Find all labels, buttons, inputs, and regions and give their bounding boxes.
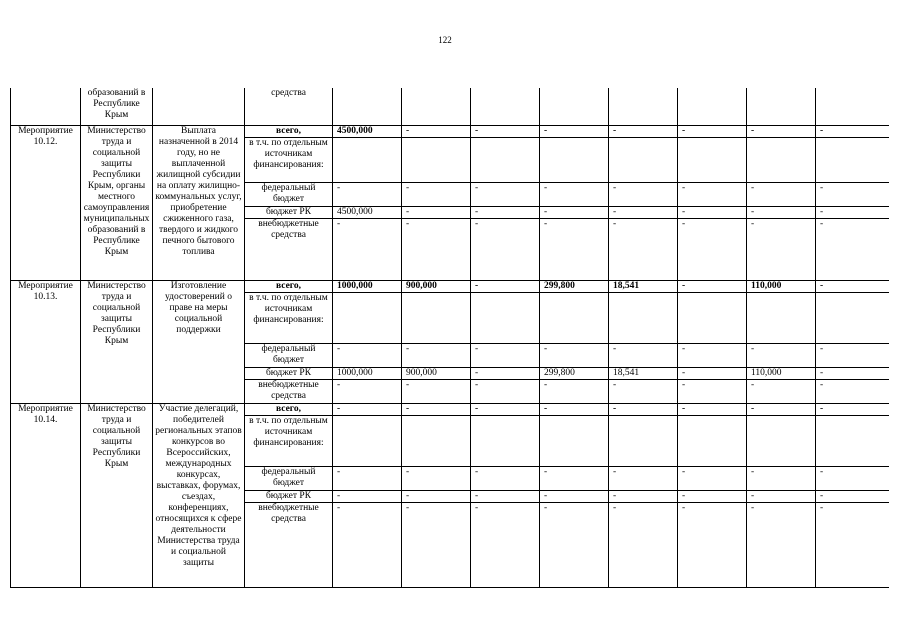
value-cell: - <box>747 379 816 403</box>
value-cell: - <box>609 403 678 415</box>
value-cell: - <box>816 367 889 379</box>
source-label-rk: бюджет РК <box>245 490 333 502</box>
source-label-federal: федеральный бюджет <box>245 182 333 206</box>
value-cell <box>402 292 471 343</box>
value-cell: - <box>333 379 402 403</box>
value-cell: - <box>747 466 816 490</box>
value-cell: - <box>816 182 889 206</box>
value-cell: - <box>609 206 678 218</box>
value-cell: - <box>678 280 747 292</box>
value-cell: - <box>678 403 747 415</box>
value-cell: 18,541 <box>609 367 678 379</box>
value-cell: - <box>471 343 540 367</box>
measure-row-total <box>11 403 889 415</box>
value-cell <box>402 88 471 125</box>
value-cell: - <box>816 502 889 587</box>
value-cell: - <box>678 218 747 280</box>
value-cell: - <box>471 367 540 379</box>
value-cell <box>816 415 889 466</box>
value-cell: 1000,000 <box>333 280 402 292</box>
value-cell: - <box>747 343 816 367</box>
value-cell: - <box>540 218 609 280</box>
measure-name: Мероприятие 10.13. <box>11 280 81 403</box>
source-label-extra: внебюджетные средства <box>245 502 333 587</box>
value-cell: - <box>402 490 471 502</box>
measure-executor: Министерство труда и социальной защиты Республики Крым <box>81 403 153 587</box>
source-label-federal: федеральный бюджет <box>245 343 333 367</box>
value-cell: - <box>402 125 471 137</box>
value-cell: - <box>540 379 609 403</box>
source-label-total: всего, <box>245 403 333 415</box>
value-cell: - <box>678 502 747 587</box>
value-cell: - <box>471 403 540 415</box>
value-cell <box>402 137 471 182</box>
value-cell: 900,000 <box>402 367 471 379</box>
value-cell: - <box>678 466 747 490</box>
value-cell: - <box>471 218 540 280</box>
measure-row-total <box>11 280 889 292</box>
value-cell <box>471 415 540 466</box>
measure-executor: Министерство труда и социальной защиты Республики Крым, органы местного самоуправления муниципальных образований в Республике Крым <box>81 125 153 280</box>
value-cell: - <box>747 490 816 502</box>
value-cell <box>816 292 889 343</box>
value-cell <box>540 88 609 125</box>
value-cell: - <box>678 379 747 403</box>
value-cell: 4500,000 <box>333 125 402 137</box>
value-cell: - <box>678 343 747 367</box>
value-cell: - <box>609 218 678 280</box>
value-cell: - <box>333 343 402 367</box>
value-cell <box>402 415 471 466</box>
value-cell: - <box>402 218 471 280</box>
continuation-description-cell <box>153 88 245 125</box>
value-cell <box>540 415 609 466</box>
measure-name: Мероприятие 10.14. <box>11 403 81 587</box>
value-cell: - <box>609 466 678 490</box>
value-cell <box>333 137 402 182</box>
value-cell: - <box>333 218 402 280</box>
source-label-rk: бюджет РК <box>245 367 333 379</box>
value-cell <box>471 88 540 125</box>
value-cell <box>333 415 402 466</box>
measure-description: Выплата назначенной в 2014 году, но не выплаченной жилищной субсидии на оплату жилищно-коммунальных услуг, приобретение сжиженного газа, твердого и жидкого печного бытового топлива <box>153 125 245 280</box>
continuation-row <box>11 88 889 125</box>
value-cell <box>678 88 747 125</box>
value-cell <box>747 88 816 125</box>
value-cell: - <box>471 502 540 587</box>
value-cell: - <box>816 280 889 292</box>
budget-table <box>10 88 889 588</box>
measure-executor: Министерство труда и социальной защиты Республики Крым <box>81 280 153 403</box>
value-cell: - <box>816 466 889 490</box>
value-cell: - <box>747 125 816 137</box>
value-cell: 299,800 <box>540 367 609 379</box>
value-cell: 900,000 <box>402 280 471 292</box>
measure-name: Мероприятие 10.12. <box>11 125 81 280</box>
source-label-incl: в т.ч. по отдельным источникам финансирования: <box>245 415 333 466</box>
value-cell: - <box>540 343 609 367</box>
value-cell: 110,000 <box>747 280 816 292</box>
value-cell: - <box>471 125 540 137</box>
value-cell <box>747 292 816 343</box>
value-cell: - <box>471 490 540 502</box>
value-cell: - <box>402 502 471 587</box>
value-cell: - <box>747 182 816 206</box>
page-number: 122 <box>438 35 452 45</box>
value-cell <box>747 415 816 466</box>
value-cell <box>609 415 678 466</box>
value-cell <box>540 292 609 343</box>
source-label-federal: федеральный бюджет <box>245 466 333 490</box>
value-cell <box>471 137 540 182</box>
value-cell: - <box>678 206 747 218</box>
value-cell <box>540 137 609 182</box>
value-cell: - <box>816 343 889 367</box>
value-cell <box>471 292 540 343</box>
value-cell <box>678 137 747 182</box>
value-cell: - <box>816 403 889 415</box>
value-cell: - <box>609 490 678 502</box>
value-cell: - <box>540 502 609 587</box>
value-cell: - <box>678 182 747 206</box>
value-cell <box>609 137 678 182</box>
value-cell: - <box>471 379 540 403</box>
value-cell: - <box>747 218 816 280</box>
value-cell: - <box>609 502 678 587</box>
source-label-rk: бюджет РК <box>245 206 333 218</box>
value-cell <box>333 88 402 125</box>
value-cell: - <box>678 490 747 502</box>
value-cell: - <box>609 379 678 403</box>
value-cell: - <box>471 182 540 206</box>
source-label-extra: внебюджетные средства <box>245 218 333 280</box>
source-label-total: всего, <box>245 125 333 137</box>
value-cell: - <box>540 490 609 502</box>
value-cell: - <box>540 125 609 137</box>
value-cell: - <box>540 206 609 218</box>
source-label-total: всего, <box>245 280 333 292</box>
value-cell: - <box>471 466 540 490</box>
measure-description: Изготовление удостоверений о праве на меры социальной поддержки <box>153 280 245 403</box>
value-cell: - <box>747 502 816 587</box>
value-cell <box>816 88 889 125</box>
value-cell <box>816 137 889 182</box>
value-cell: - <box>402 466 471 490</box>
value-cell: - <box>816 206 889 218</box>
value-cell <box>678 415 747 466</box>
value-cell: - <box>609 182 678 206</box>
value-cell: - <box>540 182 609 206</box>
value-cell: 18,541 <box>609 280 678 292</box>
value-cell: - <box>816 490 889 502</box>
value-cell: - <box>402 343 471 367</box>
value-cell: - <box>333 182 402 206</box>
value-cell: - <box>333 490 402 502</box>
value-cell: - <box>471 206 540 218</box>
value-cell: - <box>471 280 540 292</box>
value-cell: - <box>402 182 471 206</box>
value-cell: - <box>402 206 471 218</box>
value-cell <box>609 292 678 343</box>
value-cell: - <box>678 367 747 379</box>
value-cell: - <box>747 403 816 415</box>
value-cell: 4500,000 <box>333 206 402 218</box>
value-cell: - <box>678 125 747 137</box>
measure-description: Участие делегаций, победителей региональных этапов конкурсов во Всероссийских, международных конкурсах, выставках, форумах, съездах, конференциях, относящихся к сфере деятельности Министерства труда и социальной защиты <box>153 403 245 587</box>
value-cell: - <box>333 502 402 587</box>
value-cell: - <box>609 343 678 367</box>
measure-row-total <box>11 125 889 137</box>
continuation-source: средства <box>245 88 333 125</box>
value-cell: - <box>402 379 471 403</box>
value-cell <box>678 292 747 343</box>
value-cell: - <box>747 206 816 218</box>
value-cell: - <box>402 403 471 415</box>
continuation-measure-cell <box>11 88 81 125</box>
value-cell: - <box>816 218 889 280</box>
value-cell <box>609 88 678 125</box>
source-label-incl: в т.ч. по отдельным источникам финансирования: <box>245 292 333 343</box>
value-cell: - <box>609 125 678 137</box>
value-cell: - <box>816 379 889 403</box>
value-cell: - <box>816 125 889 137</box>
source-label-extra: внебюджетные средства <box>245 379 333 403</box>
value-cell: - <box>540 403 609 415</box>
value-cell: 1000,000 <box>333 367 402 379</box>
value-cell: - <box>540 466 609 490</box>
value-cell: - <box>333 403 402 415</box>
value-cell <box>333 292 402 343</box>
value-cell: 110,000 <box>747 367 816 379</box>
value-cell: - <box>333 466 402 490</box>
continuation-executor: образований в Республике Крым <box>81 88 153 125</box>
source-label-incl: в т.ч. по отдельным источникам финансирования: <box>245 137 333 182</box>
value-cell: 299,800 <box>540 280 609 292</box>
value-cell <box>747 137 816 182</box>
